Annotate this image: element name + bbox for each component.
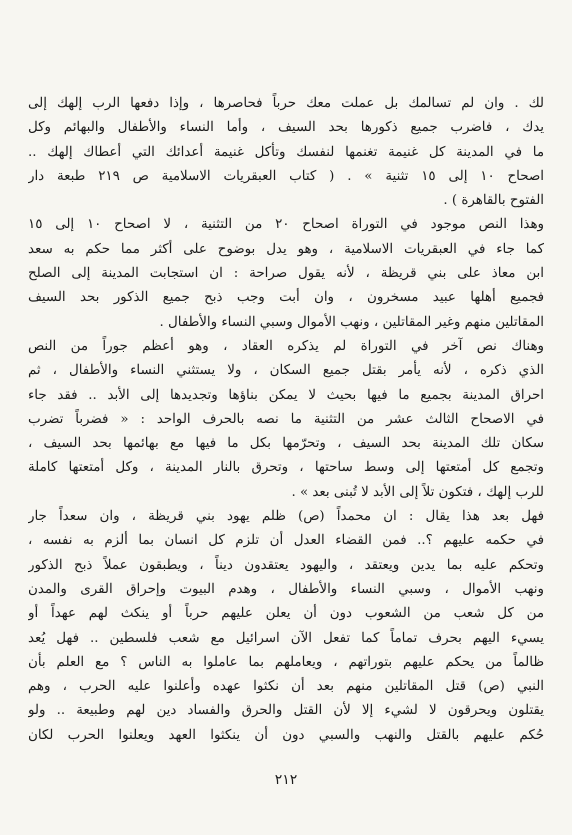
text-line: وهذا النص موجود في التوراة اصحاح ٢٠ من التثنية ، لا اصحاح ١٠ إلى ١٥ xyxy=(28,217,544,233)
text-line: يدك ، فاضرب جميع ذكورها بحد السيف ، وأما النساء والأطفال والبهائم وكل xyxy=(28,120,544,136)
text-line: للرب إلهك ، فتكون تلاً إلى الأبد لا تُبنى بعد » . xyxy=(291,484,544,500)
text-line: فهل بعد هذا يقال : ان محمداً (ص) ظلم يهود بني قريظة ، وان سعداً جار xyxy=(28,509,544,525)
text-line: ابن معاذ على بني قريظة ، لأنه يقول صراحة : ان استجابت المدينة إلى الصلح xyxy=(28,266,544,282)
text-line: اصحاح ١٠ إلى ١٥ تثنية » . ( كتاب العبقريات الاسلامية ص ٢١٩ طبعة دار xyxy=(28,168,544,184)
paragraph-3 xyxy=(28,335,544,505)
paragraph-4 xyxy=(28,505,544,748)
text-line: يقتلون ويحرقون لا لشيء إلا لأن القتل والحرق والفساد دين لهم وطبيعة .. ولو xyxy=(28,703,544,719)
text-line: في حكمه عليهم ؟.. فمن القضاء العدل أن تلزم كل انسان بما ألزم به نفسه ، xyxy=(28,533,544,549)
book-page-text xyxy=(28,92,544,748)
text-line: النبي (ص) قتل المقاتلين منهم بعد أن نكثوا عهده وأعلنوا عليه الحرب ، وهم xyxy=(28,679,544,695)
text-line: فجميع أهلها عبيد مسخرون ، وان أبت وجب ذبح جميع الذكور بحد السيف xyxy=(28,290,544,306)
text-line: لك . وان لم تسالمك بل عملت معك حرباً فحاصرها ، وإذا دفعها الرب إلهك إلى xyxy=(28,96,544,111)
text-line: احراق المدينة بجميع ما فيها بحيث لا يمكن بناؤها وتجديدها إلى الأبد .. فقد جاء xyxy=(28,387,544,403)
text-line: كما جاء في العبقريات الاسلامية ، وهو يدل بوضوح على أكثر مما حكم به سعد xyxy=(28,241,544,257)
paragraph-1 xyxy=(28,92,544,213)
text-line: في الاصحاح الثالث عشر من التثنية ما نصه بالحرف الواحد : « فضرباً تضرب xyxy=(28,411,544,427)
paragraph-2 xyxy=(28,213,544,334)
text-line: ونهب الأموال ، وسبي النساء والأطفال ، وهدم البيوت وإحراق القرى والمدن xyxy=(28,581,544,597)
text-line: وتجمع كل أمتعتها إلى وسط ساحتها ، وتحرق بالنار المدينة ، وكل أمتعتها كاملة xyxy=(28,460,544,476)
text-line: من كل شعب من الشعوب دون أن يعلن عليهم حرباً أو ينكث لهم عهداً أو xyxy=(28,606,544,622)
text-line: حُكم عليهم بالقتل والنهب والسبي دون أن ينكثوا العهد ويعلنوا الحرب لكان xyxy=(28,727,544,743)
page-number: ٢١٢ xyxy=(274,772,298,788)
text-line: وهناك نص آخر في التوراة لم يذكره العقاد ، وهو أعظم جوراً من النص xyxy=(28,338,544,354)
text-line: وتحكم عليه بما يدين ويعتقد ، واليهود يعتقدون ديناً ، ويطبقون عملاً ذبح الذكور xyxy=(28,557,544,573)
text-line: سكان تلك المدينة بحد السيف ، وتحرّمها بكل ما فيها مع بهائمها بحد السيف ، xyxy=(28,436,544,452)
text-line: الفتوح بالقاهرة ) . xyxy=(443,193,544,209)
text-line: الذي ذكره ، لأنه يأمر بقتل جميع السكان ، ولا يستثني النساء والأطفال ، ثم xyxy=(28,363,544,379)
text-line: يسيء اليهم بحرف تماماً كما تفعل الآن اسرائيل مع شعب فلسطين .. فهل يُعد xyxy=(28,630,544,646)
text-line: ظالماً من يحكم عليهم بتوراتهم ، ويعاملهم بما عاملوا به الناس ؟ مع العلم بأن xyxy=(28,654,544,670)
text-line: المقاتلين منهم وغير المقاتلين ، ونهب الأموال وسبي النساء والأطفال . xyxy=(159,314,544,330)
text-line: ما في المدينة كل غنيمة تغنمها لنفسك وتأكل غنيمة أعدائك التي أعطاك إلهك .. xyxy=(28,144,544,160)
